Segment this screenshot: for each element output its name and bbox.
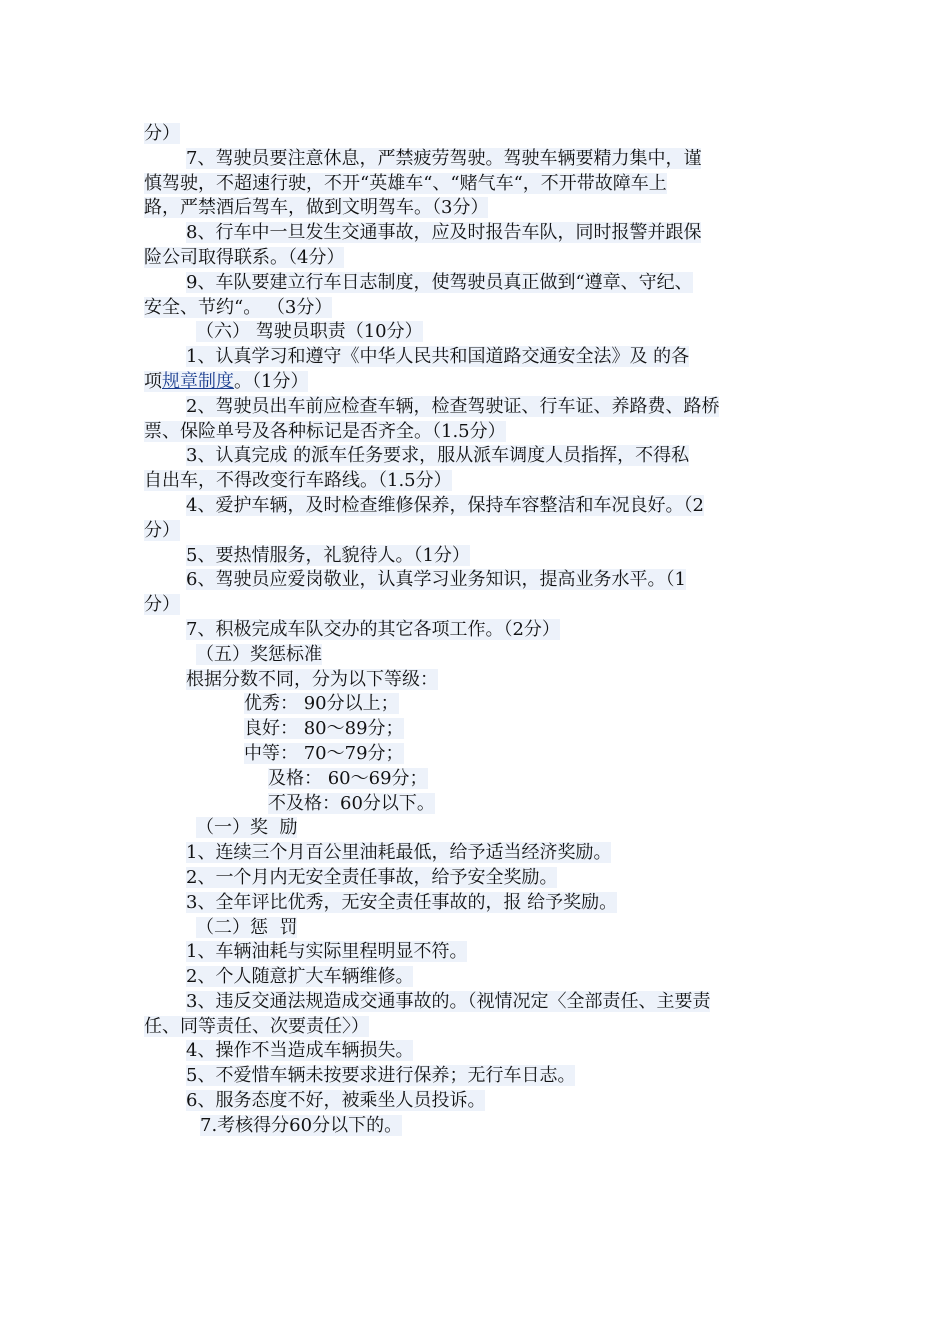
- text-line: [144, 643, 814, 668]
- text-line: [144, 296, 814, 321]
- line-text: 安全、节约“。 （3分）: [144, 296, 333, 318]
- text-line: [144, 816, 814, 841]
- line-text: 1、连续三个月百公里油耗最低，给予适当经济奖励。: [186, 842, 612, 864]
- text-line: [144, 1114, 814, 1139]
- text-line: [144, 444, 814, 469]
- text-line: [144, 320, 814, 345]
- line-text: 票、保险单号及各种标记是否齐全。（1.5分）: [144, 420, 506, 442]
- text-line: [144, 420, 814, 445]
- line-text: 项: [144, 370, 162, 392]
- line-text: 1、认真学习和遵守《中华人民共和国道路交通安全法》及 的各: [186, 346, 690, 368]
- line-text: 及格： 60～69分；: [268, 767, 428, 789]
- line-text: 2、驾驶员出车前应检查车辆，检查驾驶证、行车证、养路费、路桥: [186, 395, 720, 417]
- text-line: [144, 221, 814, 246]
- line-text: 优秀： 90分以上；: [244, 693, 399, 715]
- text-line: [144, 370, 814, 395]
- line-text: （六） 驾驶员职责（10分）: [196, 321, 423, 343]
- line-text-after: 。（1分）: [234, 370, 309, 392]
- line-text: 5、要热情服务，礼貌待人。（1分）: [186, 544, 470, 566]
- line-text: 慎驾驶，不超速行驶，不开“英雄车“、“赌气车“，不开带故障车上: [144, 172, 667, 194]
- text-line: [144, 246, 814, 271]
- line-text: 7、积极完成车队交办的其它各项工作。（2分）: [186, 618, 560, 640]
- line-text: 5、不爱惜车辆未按要求进行保养；无行车日志。: [186, 1065, 576, 1087]
- line-text: 中等： 70～79分；: [244, 742, 404, 764]
- text-line: [144, 717, 814, 742]
- text-line: [144, 916, 814, 941]
- text-line: [144, 1015, 814, 1040]
- line-text: 6、服务态度不好，被乘坐人员投诉。: [186, 1090, 486, 1112]
- text-line: [144, 1064, 814, 1089]
- line-text: 分）: [144, 519, 180, 541]
- text-line: [144, 965, 814, 990]
- text-line: [144, 742, 814, 767]
- text-line: [144, 544, 814, 569]
- line-text: 不及格：60分以下。: [268, 792, 435, 814]
- line-text: 7、驾驶员要注意休息，严禁疲劳驾驶。驾驶车辆要精力集中，谨: [186, 147, 702, 169]
- text-line: [144, 395, 814, 420]
- text-line: [144, 841, 814, 866]
- line-text: （一）奖 励: [196, 817, 298, 839]
- line-text: 良好： 80～89分；: [244, 718, 404, 740]
- text-line: [144, 196, 814, 221]
- text-line: [144, 271, 814, 296]
- line-text: 根据分数不同，分为以下等级：: [186, 668, 438, 690]
- text-line: [144, 792, 814, 817]
- text-line: [144, 692, 814, 717]
- text-line: [144, 990, 814, 1015]
- text-line: [144, 1089, 814, 1114]
- line-text: 9、车队要建立行车日志制度，使驾驶员真正做到“遵章、守纪、: [186, 271, 693, 293]
- rules-link[interactable]: 规章制度: [162, 370, 234, 392]
- line-text: （五）奖惩标准: [196, 643, 322, 665]
- text-line: [144, 147, 814, 172]
- text-line: [144, 345, 814, 370]
- text-line: [144, 618, 814, 643]
- text-line: [144, 519, 814, 544]
- line-text: （二）惩 罚: [196, 916, 298, 938]
- text-line: [144, 891, 814, 916]
- line-text: 7.考核得分60分以下的。: [200, 1114, 403, 1136]
- line-text: 分）: [144, 594, 180, 616]
- line-text: 2、个人随意扩大车辆维修。: [186, 966, 414, 988]
- line-text: 2、一个月内无安全责任事故，给予安全奖励。: [186, 866, 558, 888]
- text-line: [144, 122, 814, 147]
- text-line: [144, 172, 814, 197]
- text-line: [144, 568, 814, 593]
- line-text: 3、全年评比优秀，无安全责任事故的，报 给予奖励。: [186, 891, 618, 913]
- document-body: [144, 122, 814, 1139]
- line-text: 自出车，不得改变行车路线。（1.5分）: [144, 470, 452, 492]
- line-text: 8、行车中一旦发生交通事故，应及时报告车队，同时报警并跟保: [186, 222, 702, 244]
- line-text: 4、爱护车辆，及时检查维修保养，保持车容整洁和车况良好。（2: [186, 494, 704, 516]
- line-text: 任、同等责任、次要责任〉）: [144, 1015, 369, 1037]
- line-text: 6、驾驶员应爱岗敬业，认真学习业务知识，提高业务水平。（1: [186, 569, 686, 591]
- text-line: [144, 866, 814, 891]
- line-text: 路，严禁酒后驾车，做到文明驾车。（3分）: [144, 197, 489, 219]
- line-text: 3、违反交通法规造成交通事故的。（视情况定〈全部责任、主要责: [186, 990, 711, 1012]
- text-line: [144, 469, 814, 494]
- line-text: 分）: [144, 123, 180, 144]
- text-line: [144, 593, 814, 618]
- line-text: 险公司取得联系。（4分）: [144, 246, 345, 268]
- text-line: [144, 1039, 814, 1064]
- line-text: 1、车辆油耗与实际里程明显不符。: [186, 941, 468, 963]
- text-line: [144, 767, 814, 792]
- line-text: 4、操作不当造成车辆损失。: [186, 1040, 414, 1062]
- text-line: [144, 940, 814, 965]
- line-text: 3、认真完成 的派车任务要求，服从派车调度人员指挥，不得私: [186, 445, 690, 467]
- text-line: [144, 494, 814, 519]
- text-line: [144, 668, 814, 693]
